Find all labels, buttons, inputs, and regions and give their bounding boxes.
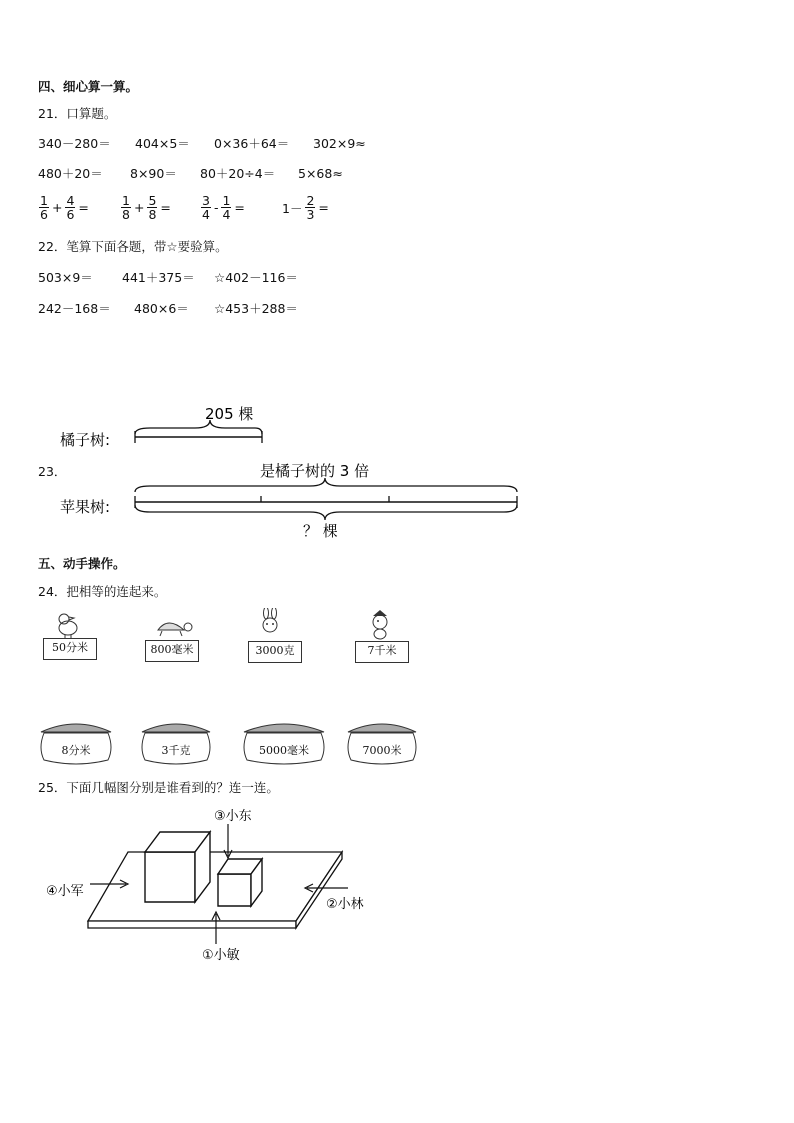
jar-7000m[interactable]: 7000米 [362, 744, 402, 757]
q21-label: 21．口算题。 [38, 106, 117, 121]
q22-r2-c2: 480×6＝ [134, 301, 189, 316]
denominator: 6 [66, 207, 75, 222]
numerator: 4 [66, 193, 75, 208]
q21-r2-c3: 80＋20÷4＝ [200, 166, 276, 181]
denominator: 3 [306, 207, 315, 222]
jar-5000mm[interactable]: 5000毫米 [259, 744, 309, 757]
apple-question-label: ？ 棵 [303, 522, 338, 540]
sign-7km[interactable]: 7千米 [355, 641, 409, 663]
sign-50dm[interactable]: 50分米 [43, 638, 97, 660]
denominator: 4 [222, 207, 231, 222]
q23-number: 23． [38, 464, 67, 479]
q21-r2-c2: 8×90＝ [130, 166, 177, 181]
lead-term: 1－ [282, 200, 303, 216]
small-cube [218, 859, 262, 906]
numerator: 1 [122, 193, 130, 208]
equals: = [234, 200, 245, 215]
numerator: 1 [40, 193, 48, 208]
apple-tree-label: 苹果树: [60, 498, 111, 516]
section-5-title: 五、动手操作。 [38, 556, 126, 571]
observer-xiaolin: ②小林 [326, 897, 364, 912]
bird-icon [59, 614, 77, 639]
operator: - [213, 200, 219, 215]
equals: = [160, 200, 171, 215]
numerator: 1 [222, 193, 231, 208]
board [88, 852, 342, 928]
equals: = [318, 200, 329, 215]
large-cube [145, 832, 210, 902]
q22-r2-c3: ☆453＋288＝ [214, 301, 298, 316]
turtle-icon [158, 623, 192, 636]
numerator: 5 [148, 193, 157, 208]
q21-r1-c1: 340－280＝ [38, 136, 111, 151]
denominator: 6 [40, 207, 48, 222]
observer-xiaojun: ④小军 [46, 884, 84, 899]
observer-xiaodong: ③小东 [214, 809, 252, 824]
q22-r1-c3: ☆402－116＝ [214, 270, 298, 285]
apple-bottom-brace [135, 505, 517, 520]
denominator: 4 [202, 207, 210, 222]
q23-line-diagram [60, 398, 530, 543]
q22-r1-c1: 503×9＝ [38, 270, 93, 285]
rabbit-icon [263, 608, 277, 632]
operator: + [133, 200, 145, 215]
jar-8dm[interactable]: 8分米 [61, 744, 91, 757]
denominator: 8 [122, 207, 130, 222]
numerator: 2 [306, 193, 315, 208]
section-4-title: 四、细心算一算。 [38, 79, 139, 94]
jar-3kg[interactable]: 3千克 [161, 744, 191, 757]
q21-fraction-2 [120, 194, 173, 221]
q21-fraction-4 [280, 194, 331, 221]
q22-r2-c1: 242－168＝ [38, 301, 111, 316]
sign-3000g[interactable]: 3000克 [248, 641, 302, 663]
operator: + [51, 200, 63, 215]
apple-relation-label: 是橘子树的 3 倍 [260, 462, 370, 480]
q25-label: 25．下面几幅图分别是谁看到的？连一连。 [38, 780, 279, 795]
orange-tree-label: 橘子树: [60, 431, 111, 449]
q21-fraction-3 [200, 194, 247, 221]
q21-r2-c4: 5×68≈ [298, 166, 343, 181]
q21-r1-c3: 0×36＋64＝ [214, 136, 290, 151]
observer-xiaomin: ①小敏 [202, 948, 240, 963]
q21-r2-c1: 480＋20＝ [38, 166, 103, 181]
q21-fraction-1 [38, 194, 91, 221]
sign-800mm[interactable]: 800毫米 [145, 640, 199, 662]
chick-icon [373, 610, 387, 639]
q22-r1-c2: 441＋375＝ [122, 270, 195, 285]
q22-label: 22．笔算下面各题，带☆要验算。 [38, 239, 228, 254]
orange-count-label: 205 棵 [205, 405, 254, 423]
denominator: 8 [148, 207, 157, 222]
equals: = [78, 200, 89, 215]
q21-r1-c4: 302×9≈ [313, 136, 366, 151]
numerator: 3 [202, 193, 210, 208]
q21-r1-c2: 404×5＝ [135, 136, 190, 151]
q24-label: 24．把相等的连起来。 [38, 584, 167, 599]
apple-top-brace [135, 478, 517, 492]
q25-scene [40, 804, 390, 969]
